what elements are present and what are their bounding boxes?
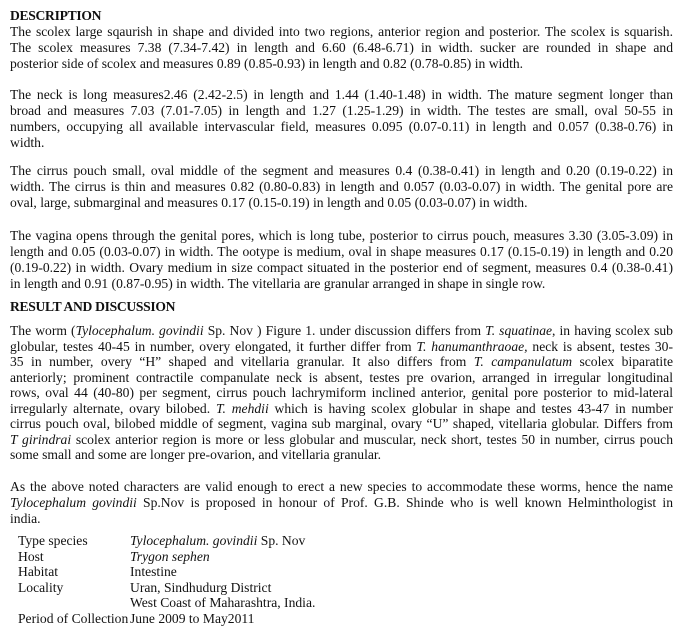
text-line [10, 179, 673, 195]
text-segment: broad and measures 7.03 (7.01-7.05) in length and 1.27 (1.25-1.29) in width. The testes are small, oval 50-55 in [10, 103, 673, 118]
result-paragraph-comparison [10, 323, 673, 463]
info-label: Period of Collection [18, 610, 129, 626]
species-info-table [18, 533, 315, 627]
text-segment: in length and 0.91 (0.87-0.95) in width. The vitellaria are granular arranged in shape in single row. [10, 276, 546, 291]
text-line [10, 228, 673, 244]
info-value [130, 595, 315, 611]
text-segment: anteriorly; prominent contractile companulate neck is absent, testes pre ovarion, arranged in irregular longitudinal [10, 369, 673, 385]
info-label: Host [18, 548, 44, 564]
description-paragraph-neck [10, 87, 673, 151]
text-segment: The scolex measures 7.38 (7.34-7.42) in length and 6.60 (6.48-6.71) in width. sucker are rounded in shape and [10, 40, 673, 55]
text-segment: scolex biparatite [572, 354, 674, 369]
italic-taxon-name: Tylocephalum. govindii [75, 323, 204, 338]
italic-taxon-name: Tylocephalum. govindii [130, 533, 258, 548]
text-segment: Uran, Sindhudurg District [130, 579, 272, 595]
text-segment: As the above noted characters are valid enough to erect a new species to accommodate these worms, hence the name [10, 479, 673, 494]
text-line [10, 401, 673, 417]
text-segment: June 2009 to May2011 [130, 610, 255, 626]
text-segment: The worm ( [10, 323, 76, 338]
info-row [18, 564, 315, 580]
info-row [18, 533, 315, 549]
text-segment: The scolex large sqaurish in shape and divided into two regions, anterior region and posterior. The scolex is squarish. [10, 24, 673, 39]
text-segment: length and 0.05 (0.03-0.07) in width. The ootype is medium, oval in shape measures 0.17 (0.15-0.19) in length and 0.20 [10, 244, 673, 259]
text-segment: neck is absent, testes 30- [527, 338, 673, 354]
text-line [10, 432, 673, 448]
text-line [10, 103, 673, 119]
info-row [18, 611, 315, 627]
italic-taxon-name: T. squatinae [485, 323, 553, 338]
info-value [130, 580, 271, 596]
text-line [10, 87, 673, 103]
italic-taxon-name: T girindrai [10, 431, 72, 447]
text-line [10, 323, 673, 339]
text-segment: , in having scolex sub [552, 323, 673, 338]
result-paragraph-conclusion [10, 479, 673, 527]
text-segment: oval, large, submarginal and measures 0.17 (0.15-0.19) in length and 0.05 (0.03-0.07) in width. [10, 195, 528, 210]
text-line [10, 354, 673, 370]
info-row [18, 595, 315, 611]
description-paragraph-vagina [10, 228, 673, 292]
text-line [10, 416, 673, 432]
info-row [18, 580, 315, 596]
info-label: Habitat [18, 564, 59, 580]
result-heading: RESULT AND DISCUSSION [10, 299, 176, 314]
info-label: Locality [18, 579, 64, 595]
text-segment: globular, testes 40-45 in number, overy elongated, it further differ from [10, 338, 417, 354]
text-line [10, 40, 673, 56]
text-segment: Sp. Nov [257, 533, 306, 548]
text-segment: cirrus pouch oval, bilobed middle of segment, vagina sub marginal, ovary “U” shaped, vitellaria globular. Differs from [10, 416, 673, 431]
text-line [10, 447, 673, 463]
text-line [10, 163, 673, 179]
text-segment: numbers, occupying all available intervascular field, measures 0.095 (0.07-0.11) in length and 0.057 (0.38-0.76) in [10, 119, 673, 134]
text-line [10, 385, 673, 401]
description-heading: DESCRIPTION [10, 8, 102, 23]
text-line [10, 195, 673, 211]
text-segment: irregularly alternate, ovary bilobed. [10, 400, 216, 416]
italic-taxon-name: T. campanulatum [473, 354, 573, 369]
italic-taxon-name: T. mehdii [215, 400, 269, 416]
text-line [10, 56, 673, 72]
text-segment: West Coast of Maharashtra, India. [130, 595, 316, 611]
text-line [10, 276, 673, 292]
info-value [130, 564, 177, 580]
description-paragraph-cirrus [10, 163, 673, 211]
text-segment: posterior side of scolex and measures 0.89 (0.85-0.93) in length and 0.82 (0.78-0.85) in width. [10, 56, 524, 71]
text-segment: some small and some are longer pre-ovarion, and vitellaria granular. [10, 447, 382, 462]
text-segment: The cirrus pouch small, oval middle of the segment and measures 0.4 (0.38-0.41) in length and 0.20 (0.19-0.22) in [10, 163, 673, 178]
text-segment: width. The cirrus is thin and measures 0.82 (0.80-0.83) in length and 0.057 (0.03-0.07) in width. The genital pore are [10, 179, 673, 194]
text-line [10, 339, 673, 355]
text-line [10, 244, 673, 260]
text-segment: (0.19-0.22) in width. Ovary medium in size compact situated in the posterior end of segment, measures 0.4 (0.38-0.41) [10, 260, 673, 275]
italic-taxon-name: Trygon sephen [130, 548, 210, 564]
italic-taxon-name: Tylocephalum govindii [10, 495, 137, 510]
info-row [18, 549, 315, 565]
text-line [10, 495, 673, 511]
text-segment: rows, oval 44 (40-80) per segment, cirrus pouch lachrymiform inclined anterior, genital pore posterior to mid-lateral [10, 385, 673, 400]
text-segment: Sp. Nov ) Figure 1. under discussion differs from [203, 323, 486, 338]
info-label [18, 595, 130, 611]
text-segment: scolex anterior region is more or less globular and muscular, neck short, testes 50 in number, cirrus pouch [71, 431, 674, 447]
italic-taxon-name: T. hanumanthraoae, [416, 338, 528, 354]
text-line [10, 119, 673, 135]
text-line [10, 260, 673, 276]
text-segment: 35 in number, overy “H” shaped and vitellaria granular. It also differs from [10, 354, 474, 369]
text-line [10, 511, 673, 527]
text-line [10, 135, 673, 151]
text-line [10, 24, 673, 40]
text-line [10, 370, 673, 386]
text-segment: india. [10, 511, 41, 526]
text-line [10, 479, 673, 495]
text-segment: which is having scolex globular in shape and testes 43-47 in number [268, 400, 673, 416]
info-value [130, 533, 305, 549]
text-segment: width. [10, 135, 45, 150]
description-paragraph-scolex [10, 24, 673, 72]
info-value [130, 549, 210, 565]
text-segment: The neck is long measures2.46 (2.42-2.5) in length and 1.44 (1.40-1.48) in width. The mature segment longer than [10, 87, 673, 102]
text-segment: Intestine [130, 564, 177, 580]
text-segment: The vagina opens through the genital pores, which is long tube, posterior to cirrus pouch, measures 3.30 (3.05-3.09) in [10, 228, 673, 243]
info-label: Type species [18, 533, 88, 548]
info-value [130, 611, 254, 627]
text-segment: Sp.Nov is proposed in honour of Prof. G.B. Shinde who is well known Helminthologist in [136, 495, 673, 510]
